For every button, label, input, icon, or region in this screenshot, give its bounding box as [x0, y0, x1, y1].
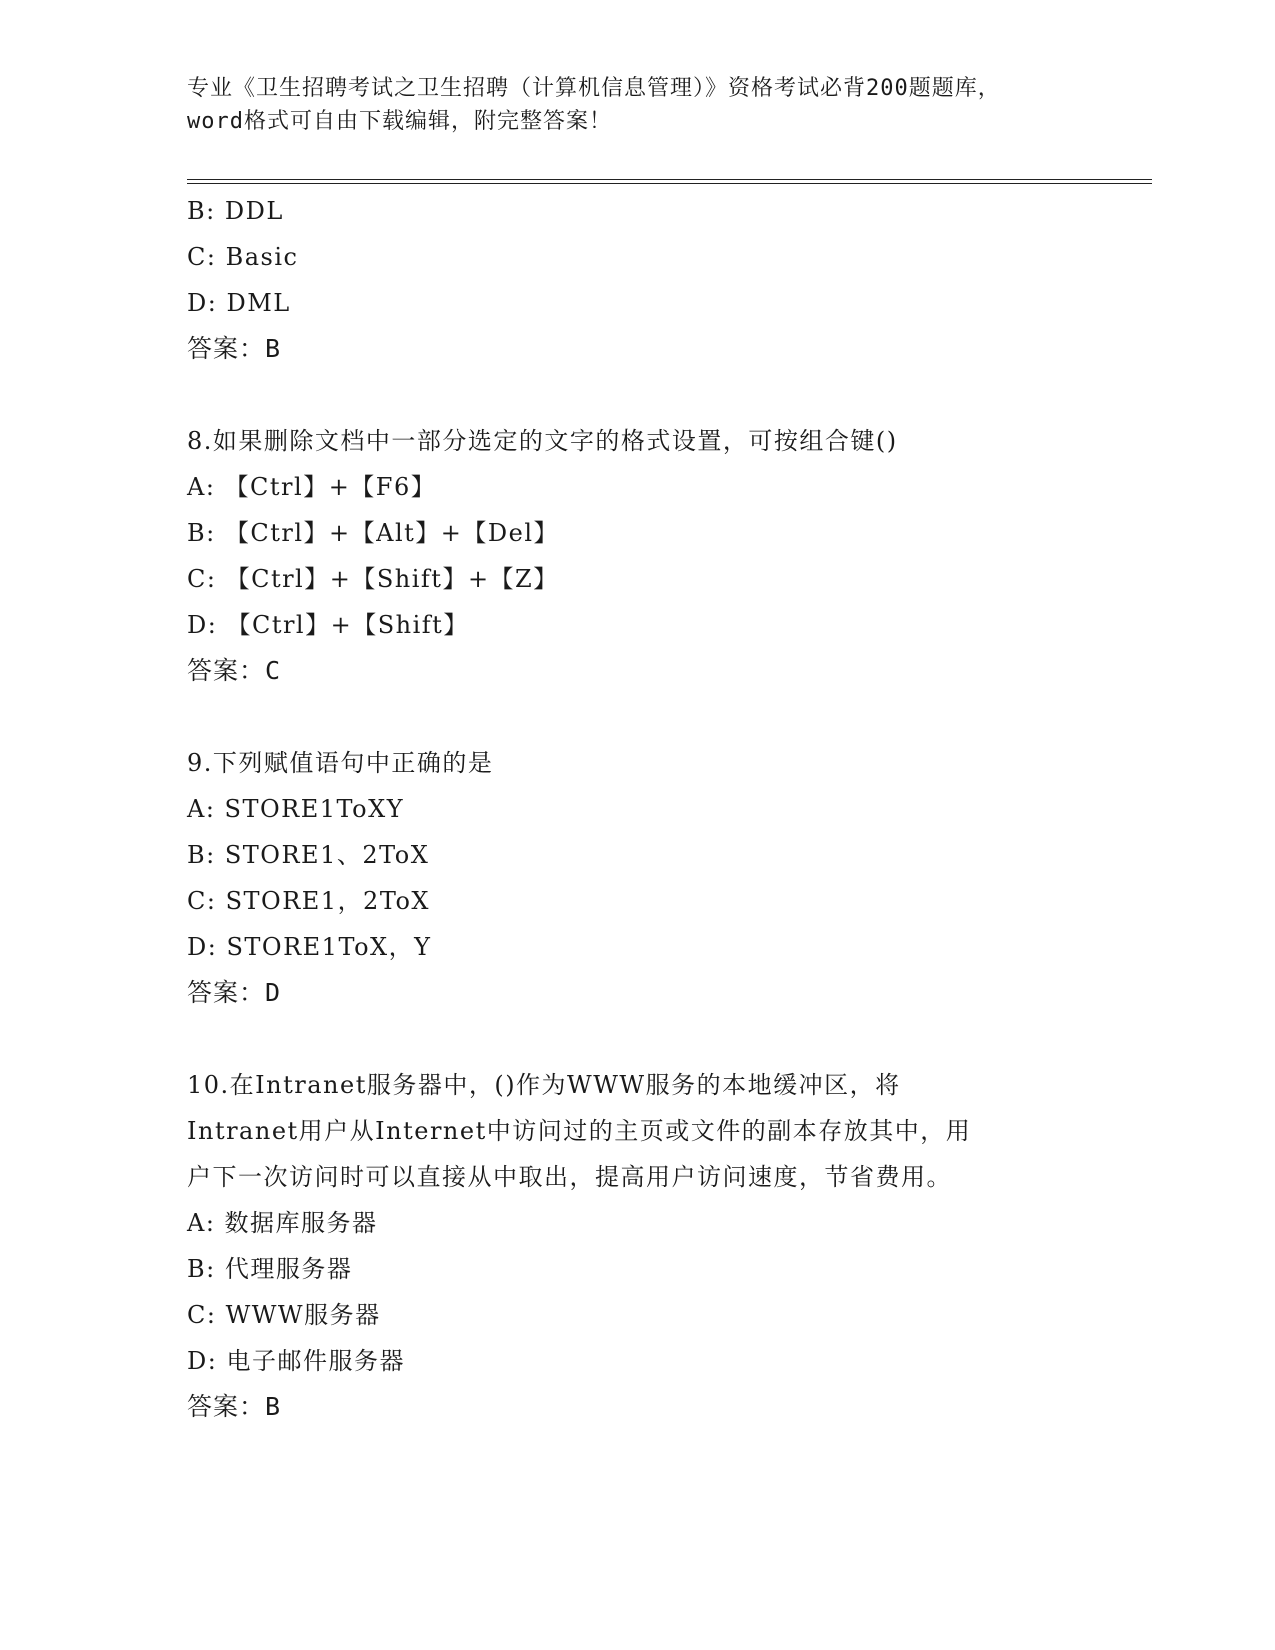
q9-answer: 答案：D [187, 978, 282, 1007]
q8-answer: 答案：C [187, 656, 282, 685]
header-divider-bottom [187, 183, 1152, 184]
question-9 [187, 740, 1087, 1016]
q7-answer: 答案：B [187, 334, 282, 363]
question-10 [187, 1062, 1087, 1430]
q9-option-c: C: STORE1，2ToX [187, 887, 431, 915]
spacer [187, 372, 1087, 418]
q10-stem-line-2: Intranet用户从Internet中访问过的主页或文件的副本存放其中，用 [187, 1117, 972, 1145]
q9-stem: 9.下列赋值语句中正确的是 [187, 749, 494, 777]
q7-option-d: D: DML [187, 289, 291, 317]
q7-option-c: C: Basic [187, 243, 299, 271]
q8-stem: 8.如果删除文档中一部分选定的文字的格式设置，可按组合键() [187, 427, 898, 455]
question-7 [187, 188, 1087, 372]
q8-option-b: B: 【Ctrl】+【Alt】+【Del】 [187, 519, 559, 547]
document-body [187, 188, 1087, 1430]
q9-option-b: B: STORE1、2ToX [187, 841, 430, 869]
header-divider-top [187, 179, 1152, 180]
spacer [187, 694, 1087, 740]
q10-option-b: B: 代理服务器 [187, 1255, 353, 1283]
q9-option-d: D: STORE1ToX，Y [187, 933, 432, 961]
q10-option-c: C: WWW服务器 [187, 1301, 381, 1329]
q9-option-a: A: STORE1ToXY [187, 795, 405, 823]
spacer [187, 1016, 1087, 1062]
q10-stem-line-1: 10.在Intranet服务器中，()作为WWW服务的本地缓冲区，将 [187, 1071, 901, 1099]
q8-option-d: D: 【Ctrl】+【Shift】 [187, 611, 469, 639]
q10-option-d: D: 电子邮件服务器 [187, 1347, 405, 1375]
q10-stem-line-3: 户下一次访问时可以直接从中取出，提高用户访问速度，节省费用。 [187, 1163, 952, 1191]
document-header [187, 72, 1087, 138]
q8-option-a: A: 【Ctrl】+【F6】 [187, 473, 437, 501]
question-8 [187, 418, 1087, 694]
q8-option-c: C: 【Ctrl】+【Shift】+【Z】 [187, 565, 559, 593]
header-line-2: word格式可自由下载编辑，附完整答案！ [187, 109, 612, 134]
q7-option-b: B: DDL [187, 197, 284, 225]
q10-option-a: A: 数据库服务器 [187, 1209, 378, 1237]
header-line-1: 专业《卫生招聘考试之卫生招聘（计算机信息管理）》资格考试必背200题题库， [187, 76, 1001, 101]
q10-answer: 答案：B [187, 1392, 282, 1421]
